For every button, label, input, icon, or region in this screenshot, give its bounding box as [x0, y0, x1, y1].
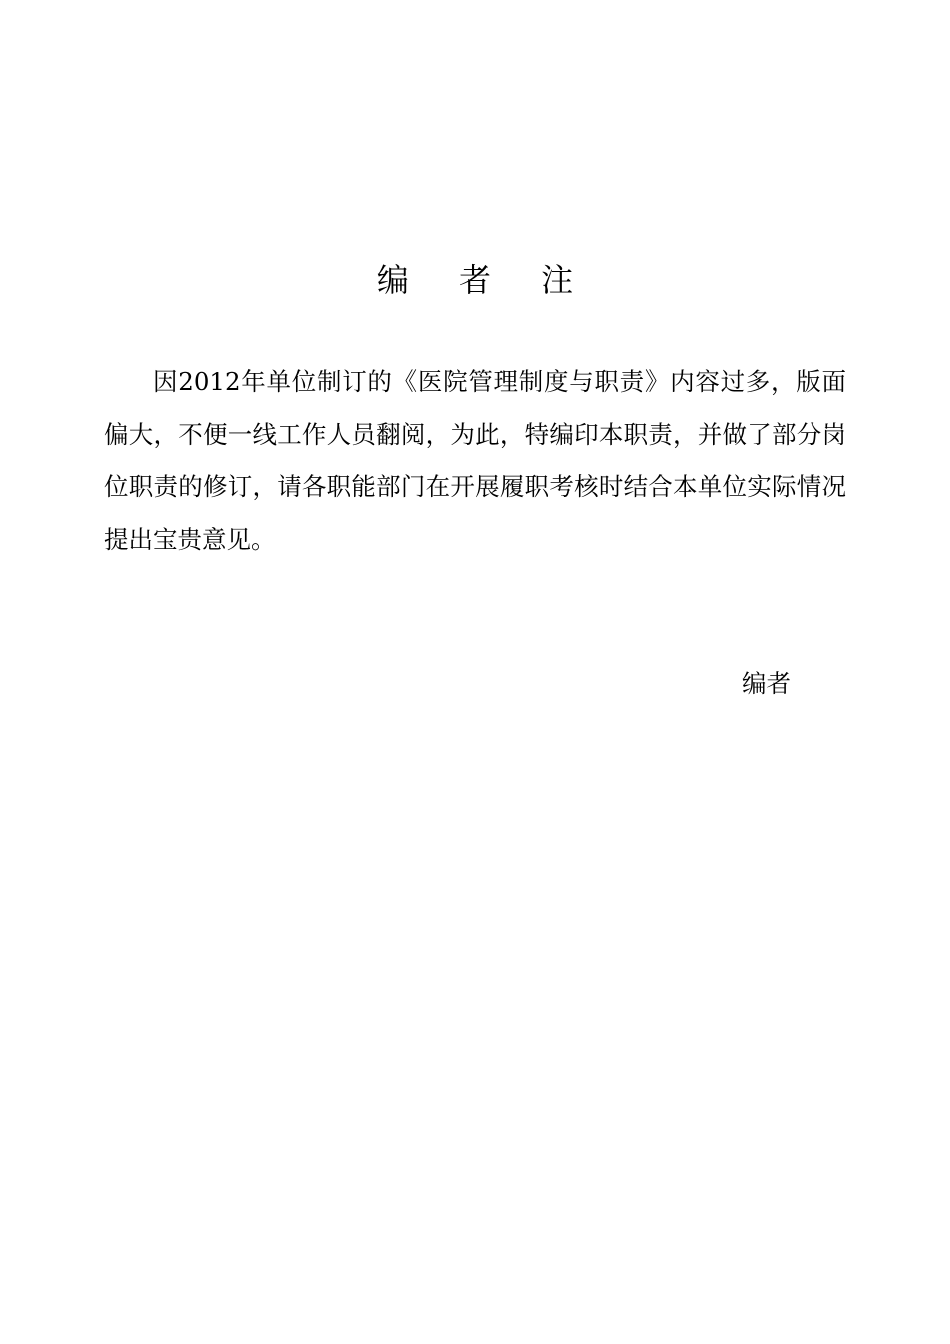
page-title: 编 者 注 [376, 261, 594, 299]
body-paragraph: 因2012年单位制订的《医院管理制度与职责》内容过多，版面偏大，不便一线工作人员翻阅，为此，特编印本职责，并做了部分岗位职责的修订，请各职能部门在开展履职考核时结合本单位实际情况提出宝贵意见。 [104, 367, 846, 554]
signature: 编者 [742, 669, 791, 698]
